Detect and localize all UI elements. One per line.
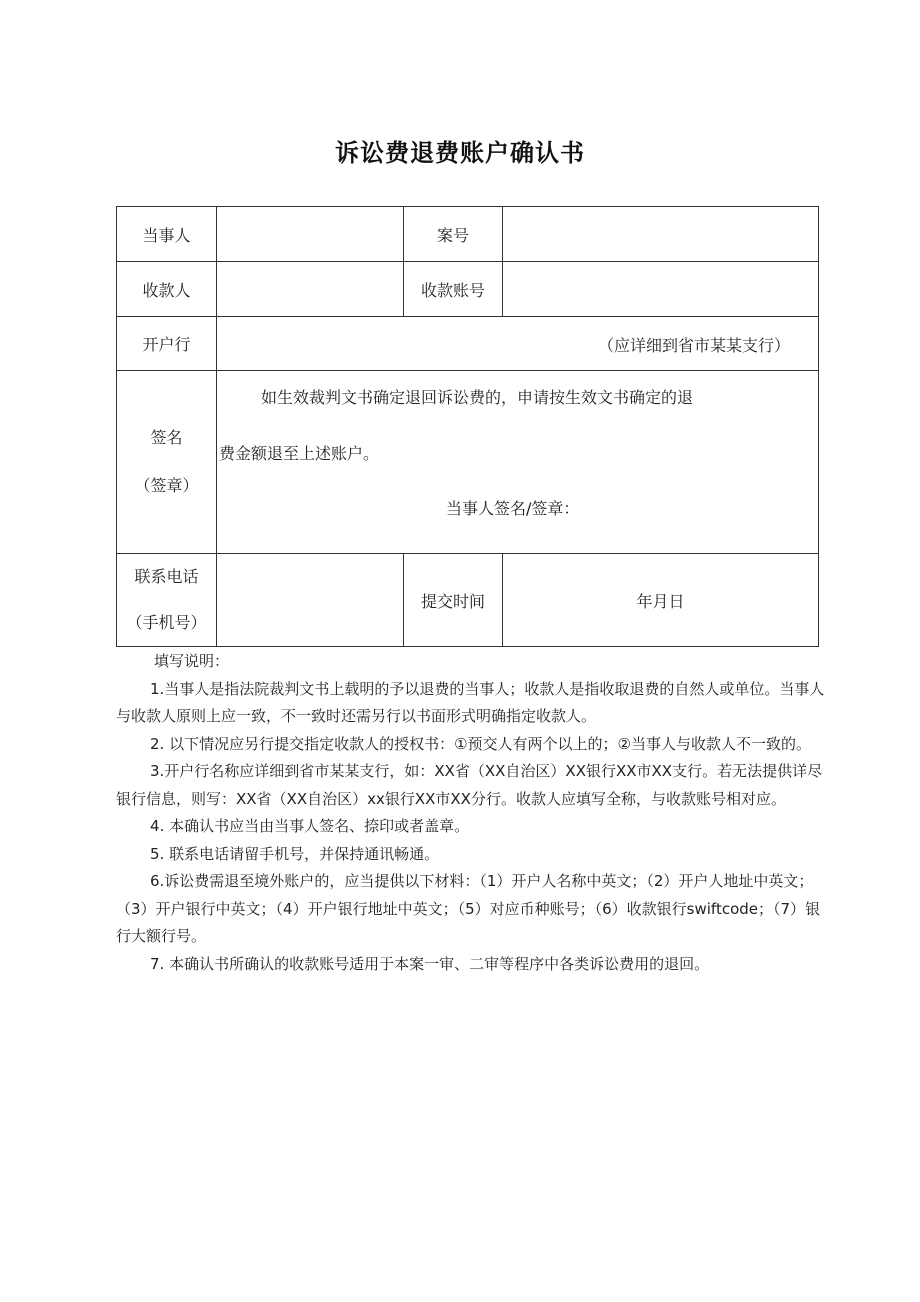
party-signature-label: 当事人签名/签章： xyxy=(446,499,580,518)
phone-label-sub: （手机号） xyxy=(126,613,207,632)
sign-area[interactable] xyxy=(217,371,818,554)
case-no-field[interactable] xyxy=(503,207,818,262)
bank-label: 开户行 xyxy=(117,317,217,371)
instructions xyxy=(116,648,826,978)
payee-field[interactable] xyxy=(217,262,404,317)
instruction-item: 7. 本确认书所确认的收款账号适用于本案一审、二审等程序中各类诉讼费用的退回。 xyxy=(150,954,710,973)
instruction-item: 6.诉讼费需退至境外账户的，应当提供以下材料：（1）开户人名称中英文；（2）开户人地址中英文；（3）开户银行中英文；（4）开户银行地址中英文；（5）对应币种账号；（6）收款银行swiftcode；（7）银行大额行号。 xyxy=(116,872,821,945)
account-field[interactable] xyxy=(503,262,818,317)
instructions-heading: 填写说明： xyxy=(154,652,230,670)
payee-label: 收款人 xyxy=(117,262,217,317)
bank-hint: （应详细到省市某某支行） xyxy=(597,336,790,355)
instruction-item: 3.开户行名称应详细到省市某某支行，如：XX省（XX自治区）XX银行XX市XX支行。若无法提供详尽银行信息，则写：XX省（XX自治区）xx银行XX市XX分行。收款人应填写全称，与收款账号相对应。 xyxy=(116,762,823,808)
instruction-item: 5. 联系电话请留手机号，并保持通讯畅通。 xyxy=(150,844,440,863)
sign-statement-line2: 费金额退至上述账户。 xyxy=(219,444,380,463)
submit-time-label: 提交时间 xyxy=(404,554,503,646)
page-title: 诉讼费退费账户确认书 xyxy=(335,139,585,167)
phone-field[interactable] xyxy=(217,554,404,646)
instruction-item: 2. 以下情况应另行提交指定收款人的授权书：①预交人有两个以上的；②当事人与收款人不一致的。 xyxy=(150,734,811,753)
party-field[interactable] xyxy=(217,207,404,262)
instruction-item: 4. 本确认书应当由当事人签名、捺印或者盖章。 xyxy=(150,817,470,835)
sign-label: 签名 xyxy=(150,428,183,447)
phone-label: 联系电话 xyxy=(134,567,199,586)
sign-label-cell xyxy=(117,371,217,554)
submit-date-field[interactable]: 年月日 xyxy=(636,591,685,611)
refund-account-form xyxy=(116,206,819,647)
instruction-item: 1.当事人是指法院裁判文书上载明的予以退费的当事人；收款人是指收取退费的自然人或单位。当事人与收款人原则上应一致，不一致时还需另行以书面形式明确指定收款人。 xyxy=(116,679,825,725)
account-label: 收款账号 xyxy=(404,262,503,317)
party-label: 当事人 xyxy=(117,207,217,262)
sign-statement-line1: 如生效裁判文书确定退回诉讼费的，申请按生效文书确定的退 xyxy=(261,388,694,407)
phone-label-cell xyxy=(117,554,217,646)
case-no-label: 案号 xyxy=(404,207,503,262)
bank-field[interactable] xyxy=(217,317,818,371)
sign-label-sub: （签章） xyxy=(134,476,199,495)
